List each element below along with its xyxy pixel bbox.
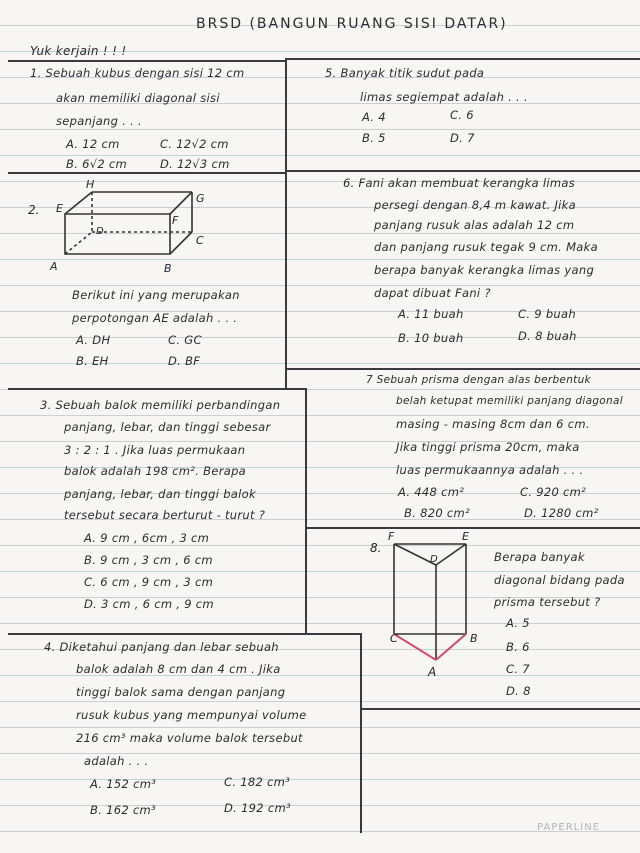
q8-number: 8. — [370, 541, 382, 555]
intro-text: Yuk kerjain ! ! ! — [30, 44, 127, 58]
q5-line-2: limas segiempat adalah . . . — [360, 90, 528, 104]
q8-option-d: D. 8 — [506, 684, 531, 698]
box-border-q8-bottom — [360, 708, 640, 710]
vertex-label-h: H — [86, 178, 95, 191]
q2-line-1: Berikut ini yang merupakan — [72, 288, 240, 302]
q2-cuboid-diagram — [20, 174, 280, 284]
q2-line-2: perpotongan AE adalah . . . — [72, 311, 238, 325]
q5-option-c: C. 6 — [450, 108, 474, 122]
q6-option-b: B. 10 buah — [398, 331, 464, 345]
q4-option-d: D. 192 cm³ — [224, 801, 291, 815]
q6-option-c: C. 9 buah — [518, 307, 576, 321]
vertex-label-d: D — [96, 226, 104, 237]
q3-option-c: C. 6 cm , 9 cm , 3 cm — [84, 575, 214, 589]
q3-line-2: panjang, lebar, dan tinggi sebesar — [64, 420, 271, 434]
q1-option-a: A. 12 cm — [66, 137, 120, 151]
q7-option-b: B. 820 cm² — [404, 506, 470, 520]
box-border-q3-top — [8, 388, 305, 390]
box-border-q5-top — [285, 58, 640, 60]
q3-line-3: 3 : 2 : 1 . Jika luas permukaan — [64, 443, 246, 457]
q3-option-d: D. 3 cm , 6 cm , 9 cm — [84, 597, 214, 611]
q4-line-6: adalah . . . — [84, 754, 149, 768]
q1-option-c: C. 12√2 cm — [160, 137, 229, 151]
q3-line-5: panjang, lebar, dan tinggi balok — [64, 487, 256, 501]
q8-prism-diagram — [364, 528, 494, 683]
q8-option-b: B. 6 — [506, 640, 530, 654]
q8-line-3: prisma tersebut ? — [494, 595, 601, 609]
q6-line-1: 6. Fani akan membuat kerangka limas — [343, 176, 575, 190]
q3-line-4: balok adalah 198 cm². Berapa — [64, 464, 247, 478]
q8-option-a: A. 5 — [506, 616, 530, 630]
q3-line-6: tersebut secara berturut - turut ? — [64, 508, 266, 522]
vertex-label-a: A — [428, 665, 437, 679]
q8-line-1: Berapa banyak — [494, 550, 585, 564]
box-border-q4-top — [8, 633, 360, 635]
q5-option-b: B. 5 — [362, 131, 386, 145]
q5-option-a: A. 4 — [362, 110, 386, 124]
q7-line-3: masing - masing 8cm dan 6 cm. — [396, 417, 590, 431]
q2-option-c: C. GC — [168, 333, 202, 347]
q1-option-b: B. 6√2 cm — [66, 157, 128, 171]
box-border-q7-top — [285, 368, 640, 370]
q4-line-1: 4. Diketahui panjang dan lebar sebuah — [44, 640, 279, 654]
vertex-label-c: C — [196, 234, 204, 247]
q3-line-1: 3. Sebuah balok memiliki perbandingan — [40, 398, 281, 412]
q6-option-d: D. 8 buah — [518, 329, 577, 343]
q2-option-d: D. BF — [168, 354, 201, 368]
q7-line-5: luas permukaannya adalah . . . — [396, 463, 584, 477]
box-border-q1-top — [8, 60, 285, 62]
q4-line-3: tinggi balok sama dengan panjang — [76, 685, 286, 699]
vertex-label-b: B — [470, 632, 478, 645]
vertex-label-a: A — [50, 260, 58, 273]
vertex-label-e: E — [56, 202, 63, 215]
q5-option-d: D. 7 — [450, 131, 475, 145]
q1-line-1: 1. Sebuah kubus dengan sisi 12 cm — [30, 66, 245, 80]
q5-line-1: 5. Banyak titik sudut pada — [325, 66, 485, 80]
q6-line-4: dan panjang rusuk tegak 9 cm. Maka — [374, 240, 598, 254]
q4-line-4: rusuk kubus yang mempunyai volume — [76, 708, 307, 722]
column-divider-middle — [305, 388, 307, 633]
q4-line-2: balok adalah 8 cm dan 4 cm . Jika — [76, 662, 281, 676]
q1-option-d: D. 12√3 cm — [160, 157, 230, 171]
q8-option-c: C. 7 — [506, 662, 530, 676]
q6-option-a: A. 11 buah — [398, 307, 464, 321]
q3-option-a: A. 9 cm , 6cm , 3 cm — [84, 531, 210, 545]
q4-option-a: A. 152 cm³ — [90, 777, 157, 791]
q6-line-5: berapa banyak kerangka limas yang — [374, 263, 595, 277]
q8-line-2: diagonal bidang pada — [494, 573, 625, 587]
q1-line-2: akan memiliki diagonal sisi — [56, 91, 220, 105]
vertex-label-g: G — [196, 192, 205, 205]
column-divider-top — [285, 58, 287, 388]
q4-option-c: C. 182 cm³ — [224, 775, 291, 789]
page-title: BRSD (BANGUN RUANG SISI DATAR) — [196, 16, 508, 32]
q6-line-3: panjang rusuk alas adalah 12 cm — [374, 218, 575, 232]
column-divider-bottom — [360, 633, 362, 833]
q6-line-2: persegi dengan 8,4 m kawat. Jika — [374, 198, 576, 212]
q6-line-6: dapat dibuat Fani ? — [374, 286, 491, 300]
q4-option-b: B. 162 cm³ — [90, 803, 156, 817]
q7-option-a: A. 448 cm² — [398, 485, 465, 499]
q7-option-c: C. 920 cm² — [520, 485, 587, 499]
vertex-label-f: F — [172, 214, 179, 227]
vertex-label-d: D — [430, 554, 438, 565]
q2-option-b: B. EH — [76, 354, 109, 368]
q1-line-3: sepanjang . . . — [56, 114, 142, 128]
vertex-label-e: E — [462, 530, 469, 543]
paper-brand-watermark: PAPERLINE — [537, 822, 600, 833]
vertex-label-b: B — [164, 262, 172, 275]
q3-option-b: B. 9 cm , 3 cm , 6 cm — [84, 553, 213, 567]
q7-line-4: Jika tinggi prisma 20cm, maka — [396, 440, 580, 454]
vertex-label-f: F — [388, 530, 395, 543]
q7-line-1: 7 Sebuah prisma dengan alas berbentuk — [366, 374, 591, 386]
box-border-q6-top — [285, 170, 640, 172]
q2-number: 2. — [28, 203, 40, 217]
q7-line-2: belah ketupat memiliki panjang diagonal — [396, 395, 623, 407]
q4-line-5: 216 cm³ maka volume balok tersebut — [76, 731, 303, 745]
q7-option-d: D. 1280 cm² — [524, 506, 599, 520]
q2-option-a: A. DH — [76, 333, 111, 347]
vertex-label-c: C — [390, 632, 398, 645]
